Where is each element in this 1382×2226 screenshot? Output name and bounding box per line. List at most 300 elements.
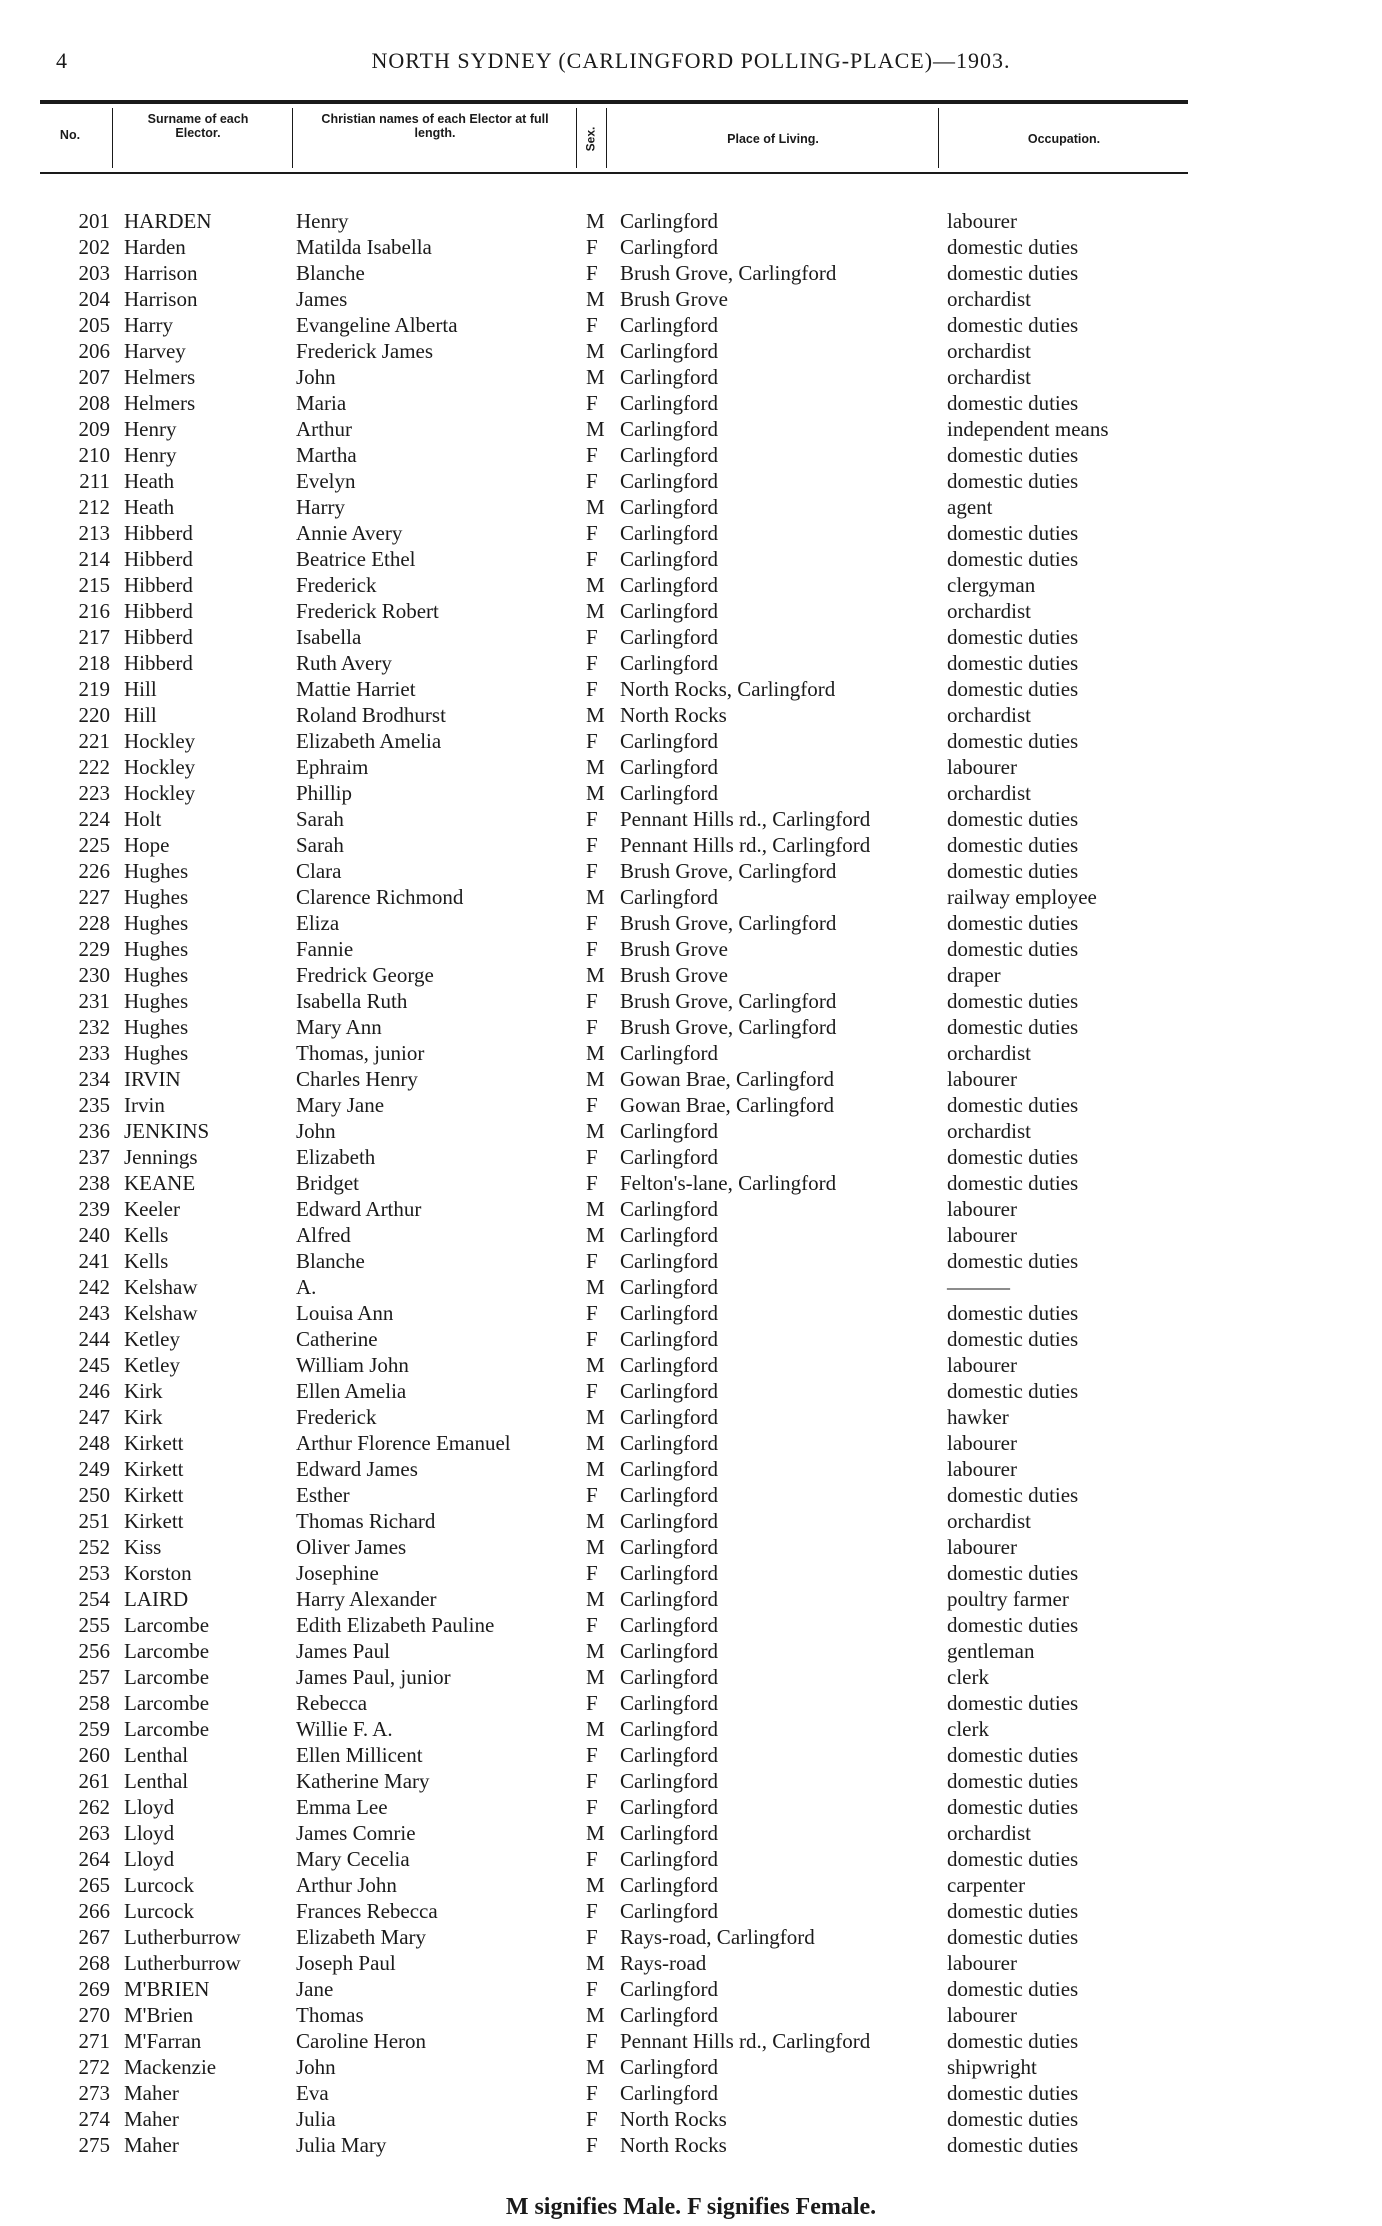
elector-place-of-living: North Rocks	[620, 2107, 727, 2131]
elector-occupation: domestic duties	[947, 911, 1079, 935]
column-header-sex	[578, 124, 602, 154]
elector-place-of-living: Rays-road	[620, 1951, 707, 1975]
elector-sex: M	[586, 417, 605, 441]
elector-surname: Holt	[124, 807, 162, 831]
elector-sex: M	[586, 1275, 605, 1299]
elector-sex: F	[586, 2081, 598, 2105]
column-separator	[576, 108, 577, 168]
elector-sex: F	[586, 547, 598, 571]
elector-christian-names: Annie Avery	[296, 521, 403, 545]
elector-sex: M	[586, 1535, 605, 1559]
elector-occupation: domestic duties	[947, 2081, 1079, 2105]
elector-christian-names: Emma Lee	[296, 1795, 388, 1819]
elector-number: 237	[78, 1145, 110, 1169]
elector-number: 223	[78, 781, 110, 805]
elector-number: 231	[78, 989, 110, 1013]
elector-place-of-living: Carlingford	[620, 1717, 718, 1741]
elector-occupation: carpenter	[947, 1873, 1026, 1897]
elector-christian-names: Henry	[296, 209, 349, 233]
elector-number: 253	[78, 1561, 110, 1585]
elector-number: 224	[78, 807, 110, 831]
elector-number: 211	[79, 469, 110, 493]
elector-number: 257	[78, 1665, 110, 1689]
elector-sex: F	[586, 1795, 598, 1819]
elector-surname: Hibberd	[124, 599, 193, 623]
elector-surname: Hope	[124, 833, 170, 857]
elector-place-of-living: Carlingford	[620, 469, 718, 493]
elector-sex: M	[586, 1223, 605, 1247]
elector-occupation: domestic duties	[947, 1769, 1079, 1793]
elector-place-of-living: Brush Grove, Carlingford	[620, 859, 837, 883]
table-row	[0, 442, 1382, 468]
elector-surname: M'Farran	[124, 2029, 202, 2053]
elector-christian-names: Thomas	[296, 2003, 364, 2027]
elector-number: 256	[78, 1639, 110, 1663]
elector-occupation: domestic duties	[947, 521, 1079, 545]
elector-christian-names: Rebecca	[296, 1691, 368, 1715]
elector-number: 244	[78, 1327, 110, 1351]
elector-sex: F	[586, 469, 598, 493]
table-row	[0, 2132, 1382, 2158]
table-row	[0, 702, 1382, 728]
elector-occupation: domestic duties	[947, 677, 1079, 701]
elector-surname: Kelshaw	[124, 1301, 198, 1325]
column-separator	[292, 108, 293, 168]
table-row	[0, 1508, 1382, 1534]
elector-surname: Lloyd	[124, 1847, 175, 1871]
elector-surname: Larcombe	[124, 1691, 210, 1715]
elector-number: 206	[78, 339, 110, 363]
elector-occupation: orchardist	[947, 287, 1031, 311]
table-row	[0, 884, 1382, 910]
elector-occupation: orchardist	[947, 1041, 1031, 1065]
elector-christian-names: James Comrie	[296, 1821, 416, 1845]
table-row	[0, 1378, 1382, 1404]
elector-christian-names: Elizabeth Amelia	[296, 729, 442, 753]
elector-number: 248	[78, 1431, 110, 1455]
elector-occupation: domestic duties	[947, 1795, 1079, 1819]
elector-occupation: domestic duties	[947, 1847, 1079, 1871]
elector-occupation: orchardist	[947, 365, 1031, 389]
elector-occupation: draper	[947, 963, 1001, 987]
table-row	[0, 832, 1382, 858]
elector-surname: Keeler	[124, 1197, 180, 1221]
elector-occupation: labourer	[947, 2003, 1017, 2027]
table-row	[0, 728, 1382, 754]
elector-occupation: domestic duties	[947, 1613, 1079, 1637]
elector-place-of-living: Carlingford	[620, 2055, 718, 2079]
elector-surname: JENKINS	[124, 1119, 210, 1143]
elector-sex: M	[586, 1717, 605, 1741]
elector-place-of-living: Carlingford	[620, 1795, 718, 1819]
elector-christian-names: Josephine	[296, 1561, 379, 1585]
table-row	[0, 1144, 1382, 1170]
elector-christian-names: Edith Elizabeth Pauline	[296, 1613, 495, 1637]
elector-sex: F	[586, 1561, 598, 1585]
elector-christian-names: Blanche	[296, 261, 365, 285]
elector-place-of-living: Carlingford	[620, 495, 718, 519]
elector-christian-names: Roland Brodhurst	[296, 703, 446, 727]
table-row	[0, 2002, 1382, 2028]
table-row	[0, 1118, 1382, 1144]
elector-number: 239	[78, 1197, 110, 1221]
elector-surname: HARDEN	[124, 209, 212, 233]
elector-christian-names: Ellen Millicent	[296, 1743, 423, 1767]
elector-surname: Hibberd	[124, 521, 193, 545]
elector-number: 203	[78, 261, 110, 285]
elector-sex: M	[586, 599, 605, 623]
elector-number: 238	[78, 1171, 110, 1195]
elector-occupation: domestic duties	[947, 729, 1079, 753]
elector-place-of-living: North Rocks	[620, 2133, 727, 2157]
elector-christian-names: Clara	[296, 859, 342, 883]
elector-number: 270	[78, 2003, 110, 2027]
elector-sex: F	[586, 1613, 598, 1637]
elector-christian-names: Clarence Richmond	[296, 885, 464, 909]
table-row	[0, 1092, 1382, 1118]
elector-christian-names: Frederick	[296, 573, 377, 597]
elector-number: 202	[78, 235, 110, 259]
elector-place-of-living: Carlingford	[620, 1041, 718, 1065]
table-row	[0, 1326, 1382, 1352]
table-row	[0, 988, 1382, 1014]
table-row	[0, 962, 1382, 988]
elector-surname: M'Brien	[124, 2003, 194, 2027]
table-row	[0, 390, 1382, 416]
table-row	[0, 546, 1382, 572]
elector-surname: Larcombe	[124, 1639, 210, 1663]
table-row	[0, 494, 1382, 520]
elector-sex: F	[586, 1925, 598, 1949]
elector-christian-names: Phillip	[296, 781, 353, 805]
elector-number: 226	[78, 859, 110, 883]
elector-place-of-living: Carlingford	[620, 209, 718, 233]
table-row	[0, 754, 1382, 780]
elector-number: 243	[78, 1301, 110, 1325]
header-rule-bottom	[40, 172, 1188, 174]
elector-occupation: domestic duties	[947, 2133, 1079, 2157]
elector-number: 259	[78, 1717, 110, 1741]
elector-place-of-living: Pennant Hills rd., Carlingford	[620, 833, 871, 857]
table-row	[0, 416, 1382, 442]
elector-christian-names: Esther	[296, 1483, 350, 1507]
elector-number: 232	[78, 1015, 110, 1039]
table-row	[0, 1820, 1382, 1846]
elector-sex: M	[586, 287, 605, 311]
elector-sex: F	[586, 521, 598, 545]
elector-occupation: domestic duties	[947, 391, 1079, 415]
elector-sex: F	[586, 2029, 598, 2053]
table-row	[0, 1014, 1382, 1040]
elector-occupation: gentleman	[947, 1639, 1035, 1663]
elector-christian-names: Edward Arthur	[296, 1197, 422, 1221]
elector-sex: M	[586, 963, 605, 987]
elector-occupation: independent means	[947, 417, 1109, 441]
elector-surname: Helmers	[124, 365, 196, 389]
elector-christian-names: Eliza	[296, 911, 340, 935]
elector-surname: Larcombe	[124, 1613, 210, 1637]
elector-place-of-living: Carlingford	[620, 2081, 718, 2105]
elector-christian-names: William John	[296, 1353, 409, 1377]
elector-place-of-living: Carlingford	[620, 1535, 718, 1559]
elector-number: 229	[78, 937, 110, 961]
elector-surname: Hill	[124, 703, 157, 727]
elector-surname: Hockley	[124, 781, 196, 805]
elector-number: 214	[78, 547, 110, 571]
elector-occupation: clergyman	[947, 573, 1036, 597]
elector-surname: Larcombe	[124, 1665, 210, 1689]
elector-surname: Hibberd	[124, 573, 193, 597]
elector-place-of-living: Carlingford	[620, 1223, 718, 1247]
elector-sex: F	[586, 911, 598, 935]
elector-surname: Hughes	[124, 1015, 189, 1039]
elector-surname: Lurcock	[124, 1873, 194, 1897]
elector-surname: Hughes	[124, 963, 189, 987]
elector-sex: M	[586, 1197, 605, 1221]
elector-place-of-living: Carlingford	[620, 1379, 718, 1403]
elector-christian-names: Blanche	[296, 1249, 365, 1273]
table-row	[0, 1846, 1382, 1872]
elector-occupation: domestic duties	[947, 1483, 1079, 1507]
table-row	[0, 780, 1382, 806]
elector-sex: F	[586, 1249, 598, 1273]
elector-sex: F	[586, 1743, 598, 1767]
elector-number: 241	[78, 1249, 110, 1273]
elector-place-of-living: Carlingford	[620, 1405, 718, 1429]
elector-place-of-living: Carlingford	[620, 1561, 718, 1585]
elector-surname: KEANE	[124, 1171, 196, 1195]
elector-number: 264	[78, 1847, 110, 1871]
elector-place-of-living: Carlingford	[620, 1145, 718, 1169]
elector-number: 267	[78, 1925, 110, 1949]
elector-christian-names: John	[296, 2055, 336, 2079]
elector-place-of-living: Carlingford	[620, 1197, 718, 1221]
elector-sex: F	[586, 1093, 598, 1117]
elector-number: 233	[78, 1041, 110, 1065]
elector-sex: F	[586, 989, 598, 1013]
elector-christian-names: Mary Ann	[296, 1015, 382, 1039]
elector-surname: Hughes	[124, 911, 189, 935]
table-row	[0, 1404, 1382, 1430]
elector-place-of-living: Gowan Brae, Carlingford	[620, 1067, 835, 1091]
elector-sex: M	[586, 2003, 605, 2027]
elector-place-of-living: Carlingford	[620, 443, 718, 467]
elector-number: 215	[78, 573, 110, 597]
elector-surname: Lenthal	[124, 1743, 189, 1767]
elector-place-of-living: Brush Grove	[620, 937, 728, 961]
elector-occupation: labourer	[947, 1197, 1017, 1221]
table-row	[0, 1924, 1382, 1950]
elector-occupation: agent	[947, 495, 993, 519]
elector-place-of-living: Carlingford	[620, 1821, 718, 1845]
elector-christian-names: Beatrice Ethel	[296, 547, 416, 571]
column-header-sex-label: Sex.	[583, 126, 597, 152]
elector-christian-names: Evelyn	[296, 469, 356, 493]
elector-place-of-living: Brush Grove, Carlingford	[620, 261, 837, 285]
elector-number: 261	[78, 1769, 110, 1793]
elector-number: 266	[78, 1899, 110, 1923]
elector-sex: M	[586, 1587, 605, 1611]
elector-sex: F	[586, 729, 598, 753]
elector-christian-names: John	[296, 365, 336, 389]
elector-number: 219	[78, 677, 110, 701]
elector-surname: Heath	[124, 469, 175, 493]
elector-number: 252	[78, 1535, 110, 1559]
elector-sex: F	[586, 1171, 598, 1195]
elector-christian-names: Bridget	[296, 1171, 359, 1195]
elector-occupation: poultry farmer	[947, 1587, 1069, 1611]
elector-surname: Lenthal	[124, 1769, 189, 1793]
elector-place-of-living: Carlingford	[620, 755, 718, 779]
elector-surname: Hughes	[124, 989, 189, 1013]
table-row	[0, 676, 1382, 702]
elector-christian-names: Fredrick George	[296, 963, 434, 987]
elector-surname: Mackenzie	[124, 2055, 217, 2079]
elector-christian-names: Harry	[296, 495, 345, 519]
elector-place-of-living: Carlingford	[620, 521, 718, 545]
elector-number: 205	[78, 313, 110, 337]
elector-list	[0, 208, 1382, 2158]
elector-number: 201	[78, 209, 110, 233]
elector-christian-names: Mattie Harriet	[296, 677, 416, 701]
elector-number: 265	[78, 1873, 110, 1897]
elector-sex: F	[586, 1145, 598, 1169]
table-row	[0, 1222, 1382, 1248]
elector-number: 255	[78, 1613, 110, 1637]
elector-number: 235	[78, 1093, 110, 1117]
elector-occupation: domestic duties	[947, 1145, 1079, 1169]
elector-occupation: domestic duties	[947, 989, 1079, 1013]
elector-sex: M	[586, 209, 605, 233]
table-row	[0, 2106, 1382, 2132]
elector-occupation: labourer	[947, 1431, 1017, 1455]
elector-place-of-living: Felton's-lane, Carlingford	[620, 1171, 837, 1195]
elector-number: 250	[78, 1483, 110, 1507]
elector-sex: F	[586, 937, 598, 961]
elector-occupation: domestic duties	[947, 443, 1079, 467]
elector-sex: F	[586, 859, 598, 883]
elector-christian-names: James	[296, 287, 348, 311]
elector-christian-names: Elizabeth Mary	[296, 1925, 427, 1949]
elector-christian-names: John	[296, 1119, 336, 1143]
elector-surname: Hibberd	[124, 651, 193, 675]
elector-christian-names: Julia Mary	[296, 2133, 387, 2157]
elector-place-of-living: Carlingford	[620, 781, 718, 805]
elector-place-of-living: Carlingford	[620, 1977, 718, 2001]
elector-place-of-living: Carlingford	[620, 1665, 718, 1689]
elector-place-of-living: Rays-road, Carlingford	[620, 1925, 815, 1949]
elector-place-of-living: Carlingford	[620, 1301, 718, 1325]
elector-sex: M	[586, 1821, 605, 1845]
table-row	[0, 1066, 1382, 1092]
elector-sex: F	[586, 235, 598, 259]
elector-sex: F	[586, 807, 598, 831]
column-header-no: No.	[59, 128, 81, 142]
elector-number: 217	[78, 625, 110, 649]
elector-sex: M	[586, 1951, 605, 1975]
table-row	[0, 520, 1382, 546]
elector-sex: M	[586, 1665, 605, 1689]
column-header-place: Place of Living.	[727, 132, 819, 146]
elector-number: 234	[78, 1067, 110, 1091]
elector-place-of-living: Carlingford	[620, 2003, 718, 2027]
page-number: 4	[56, 48, 67, 73]
elector-sex: M	[586, 2055, 605, 2079]
elector-surname: Hibberd	[124, 625, 193, 649]
table-row	[0, 1664, 1382, 1690]
table-row	[0, 1196, 1382, 1222]
elector-sex: F	[586, 313, 598, 337]
table-row	[0, 2080, 1382, 2106]
table-row	[0, 1768, 1382, 1794]
elector-sex: M	[586, 703, 605, 727]
elector-sex: F	[586, 1379, 598, 1403]
elector-christian-names: Sarah	[296, 833, 344, 857]
elector-number: 262	[78, 1795, 110, 1819]
table-row	[0, 2028, 1382, 2054]
elector-sex: M	[586, 365, 605, 389]
table-row	[0, 234, 1382, 260]
elector-occupation: domestic duties	[947, 547, 1079, 571]
elector-occupation: domestic duties	[947, 1171, 1079, 1195]
elector-christian-names: Louisa Ann	[296, 1301, 394, 1325]
elector-surname: IRVIN	[124, 1067, 181, 1091]
table-row	[0, 1248, 1382, 1274]
elector-number: 254	[78, 1587, 110, 1611]
elector-christian-names: Caroline Heron	[296, 2029, 427, 2053]
elector-christian-names: Mary Jane	[296, 1093, 385, 1117]
elector-christian-names: Julia	[296, 2107, 336, 2131]
elector-place-of-living: Carlingford	[620, 1327, 718, 1351]
elector-number: 269	[78, 1977, 110, 2001]
elector-sex: M	[586, 1457, 605, 1481]
elector-surname: Korston	[124, 1561, 192, 1585]
elector-surname: Kirk	[124, 1379, 163, 1403]
elector-place-of-living: Carlingford	[620, 547, 718, 571]
table-row	[0, 650, 1382, 676]
elector-occupation: domestic duties	[947, 859, 1079, 883]
elector-sex: M	[586, 573, 605, 597]
elector-surname: Harden	[124, 235, 186, 259]
elector-place-of-living: Carlingford	[620, 573, 718, 597]
elector-christian-names: James Paul	[296, 1639, 390, 1663]
elector-place-of-living: Brush Grove, Carlingford	[620, 911, 837, 935]
elector-occupation: domestic duties	[947, 1899, 1079, 1923]
elector-number: 274	[78, 2107, 110, 2131]
elector-surname: Jennings	[124, 1145, 198, 1169]
elector-occupation: domestic duties	[947, 261, 1079, 285]
elector-christian-names: Eva	[296, 2081, 329, 2105]
table-row	[0, 1560, 1382, 1586]
elector-surname: Kirk	[124, 1405, 163, 1429]
elector-sex: F	[586, 2107, 598, 2131]
elector-christian-names: James Paul, junior	[296, 1665, 451, 1689]
elector-surname: LAIRD	[124, 1587, 189, 1611]
elector-number: 272	[78, 2055, 110, 2079]
elector-number: 210	[78, 443, 110, 467]
elector-number: 251	[78, 1509, 110, 1533]
elector-christian-names: Oliver James	[296, 1535, 407, 1559]
elector-occupation: domestic duties	[947, 1691, 1079, 1715]
elector-occupation: domestic duties	[947, 1249, 1079, 1273]
table-row	[0, 1170, 1382, 1196]
elector-place-of-living: Carlingford	[620, 1483, 718, 1507]
elector-occupation: domestic duties	[947, 235, 1079, 259]
elector-christian-names: Elizabeth	[296, 1145, 376, 1169]
elector-sex: F	[586, 1483, 598, 1507]
elector-number: 230	[78, 963, 110, 987]
elector-place-of-living: Carlingford	[620, 235, 718, 259]
